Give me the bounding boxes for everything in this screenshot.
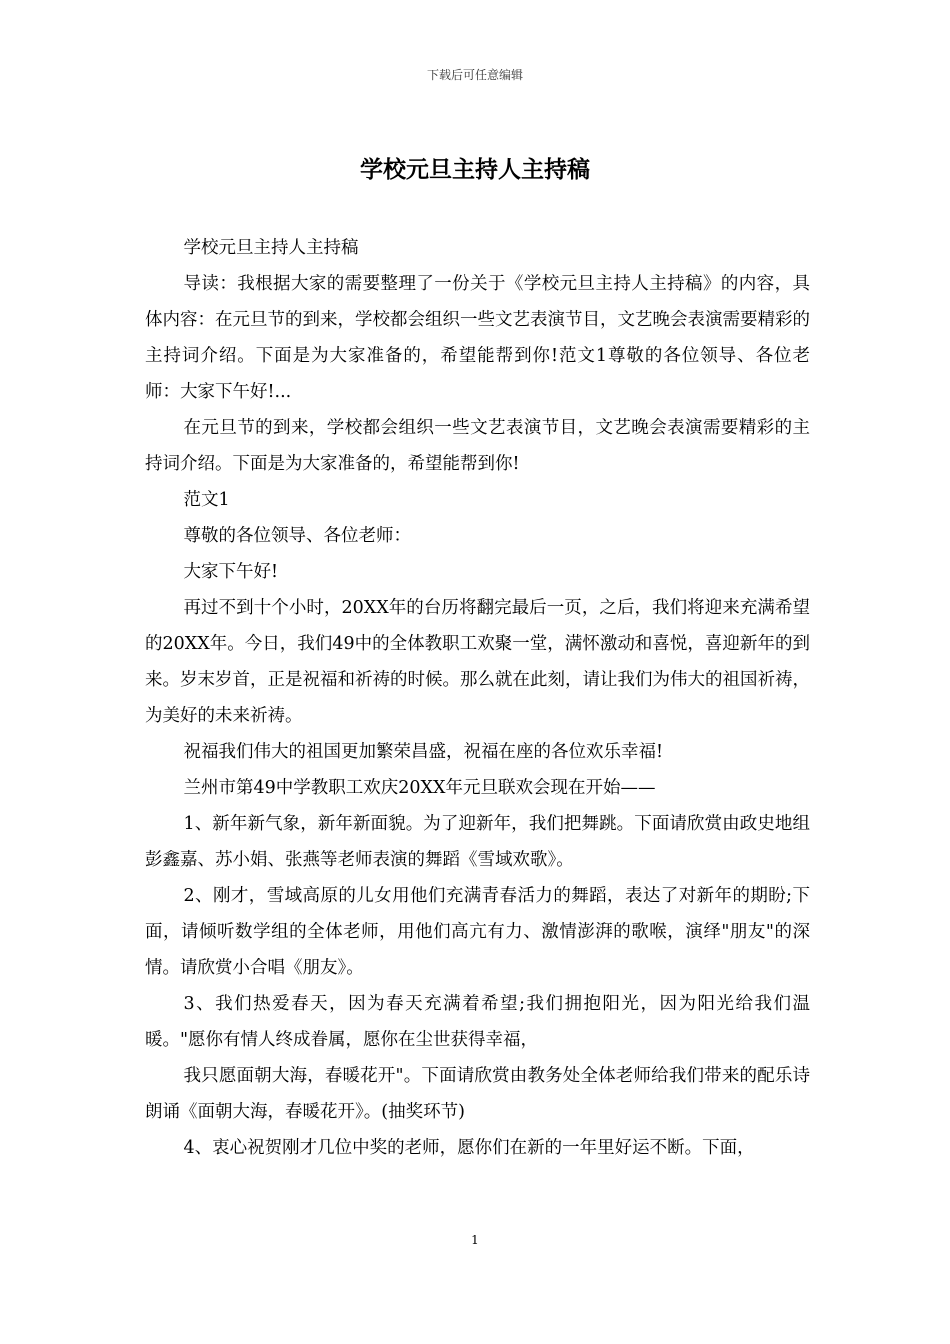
paragraph: 学校元旦主持人主持稿 — [183, 238, 359, 258]
document-body — [145, 230, 810, 1166]
paragraph: 1、新年新气象，新年新面貌。为了迎新年，我们把舞跳。下面请欣赏由政史地组彭鑫嘉、苏小娟、张燕等老师表演的舞蹈《雪域欢歌》。 — [145, 814, 810, 870]
paragraph: 4、衷心祝贺刚才几位中奖的老师，愿你们在新的一年里好运不断。下面， — [183, 1138, 755, 1158]
paragraph: 3、我们热爱春天，因为春天充满着希望;我们拥抱阳光，因为阳光给我们温暖。"愿你有情人终成眷属，愿你在尘世获得幸福， — [145, 994, 810, 1050]
paragraph: 兰州市第49中学教职工欢庆20XX年元旦联欢会现在开始—— — [183, 778, 656, 798]
paragraph: 2、刚才，雪域高原的儿女用他们充满青春活力的舞蹈，表达了对新年的期盼;下面，请倾听数学组的全体老师，用他们高亢有力、激情澎湃的歌喉，演绎"朋友"的深情。请欣赏小合唱《朋友》。 — [145, 886, 810, 978]
document-title: 学校元旦主持人主持稿 — [360, 156, 590, 183]
paragraph: 再过不到十个小时，20XX年的台历将翻完最后一页，之后，我们将迎来充满希望的20XX年。今日，我们49中的全体教职工欢聚一堂，满怀激动和喜悦，喜迎新年的到来。岁末岁首，正是祝福和祈祷的时候。那么就在此刻，请让我们为伟大的祖国祈祷，为美好的未来祈祷。 — [145, 598, 810, 726]
paragraph: 大家下午好! — [183, 562, 279, 582]
paragraph: 导读：我根据大家的需要整理了一份关于《学校元旦主持人主持稿》的内容，具体内容：在元旦节的到来，学校都会组织一些文艺表演节目，文艺晚会表演需要精彩的主持词介绍。下面是为大家准备的，希望能帮到你!范文1尊敬的各位领导、各位老师：大家下午好!... — [145, 274, 810, 402]
header-note: 下载后可任意编辑 — [426, 68, 523, 82]
paragraph: 在元旦节的到来，学校都会组织一些文艺表演节目，文艺晚会表演需要精彩的主持词介绍。下面是为大家准备的，希望能帮到你! — [145, 418, 810, 474]
paragraph: 祝福我们伟大的祖国更加繁荣昌盛，祝福在座的各位欢乐幸福! — [183, 742, 664, 762]
paragraph: 我只愿面朝大海，春暖花开"。下面请欣赏由教务处全体老师给我们带来的配乐诗朗诵《面朝大海，春暖花开》。(抽奖环节) — [145, 1066, 810, 1122]
paragraph: 范文1 — [183, 490, 230, 510]
page-number: 1 — [471, 1233, 479, 1247]
paragraph: 尊敬的各位领导、各位老师： — [183, 526, 411, 546]
